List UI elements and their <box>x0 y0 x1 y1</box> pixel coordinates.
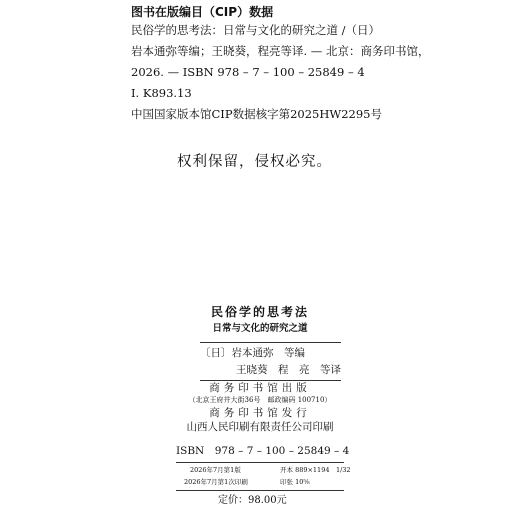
translators-line: 王晓葵 程 亮 等译 <box>236 364 341 376</box>
credits-block <box>200 342 341 381</box>
cip-line-3: 2026. — ISBN 978 – 7 – 100 – 25849 – 4 <box>131 65 365 79</box>
cip-line-1: 民俗学的思考法：日常与文化的研究之道 /（日） <box>131 23 381 37</box>
colophon-title-block <box>181 304 339 337</box>
publisher-block <box>176 381 344 435</box>
editors-line: 〔日〕岩本通弥 等编 <box>200 347 305 359</box>
distributor-line: 商务印书馆发行 <box>209 407 311 419</box>
printer-line: 山西人民印刷有限责任公司印刷 <box>186 421 334 433</box>
book-title: 民俗学的思考法 <box>210 305 309 319</box>
rights-notice: 权利保留，侵权必究。 <box>177 154 332 170</box>
format-line: 开本 889×1194 1/32 <box>280 466 351 474</box>
cip-line-4: Ⅰ. K893.13 <box>131 86 192 100</box>
cip-line-2: 岩本通弥等编；王晓葵，程亮等译. — 北京：商务印书馆， <box>131 44 430 58</box>
book-subtitle: 日常与文化的研究之道 <box>212 323 308 334</box>
cip-title: 图书在版编目（CIP）数据 <box>131 5 274 19</box>
cip-block <box>131 4 431 125</box>
publisher-line: 商务印书馆出版 <box>209 382 311 394</box>
price-line: 定价：98.00元 <box>218 495 287 506</box>
edition-line: 2026年7月第1版 <box>190 466 241 474</box>
publisher-address: （北京王府井大街36号 邮政编码 100710） <box>188 396 332 404</box>
cip-line-5: 中国国家版本馆CIP数据核字第2025HW2295号 <box>131 107 382 121</box>
printing-line: 2026年7月第1次印刷 <box>184 478 248 486</box>
sheets-line: 印张 10⅝ <box>280 478 310 486</box>
edition-block <box>176 462 351 491</box>
isbn-line: ISBN 978 – 7 – 100 – 25849 – 4 <box>176 445 350 457</box>
